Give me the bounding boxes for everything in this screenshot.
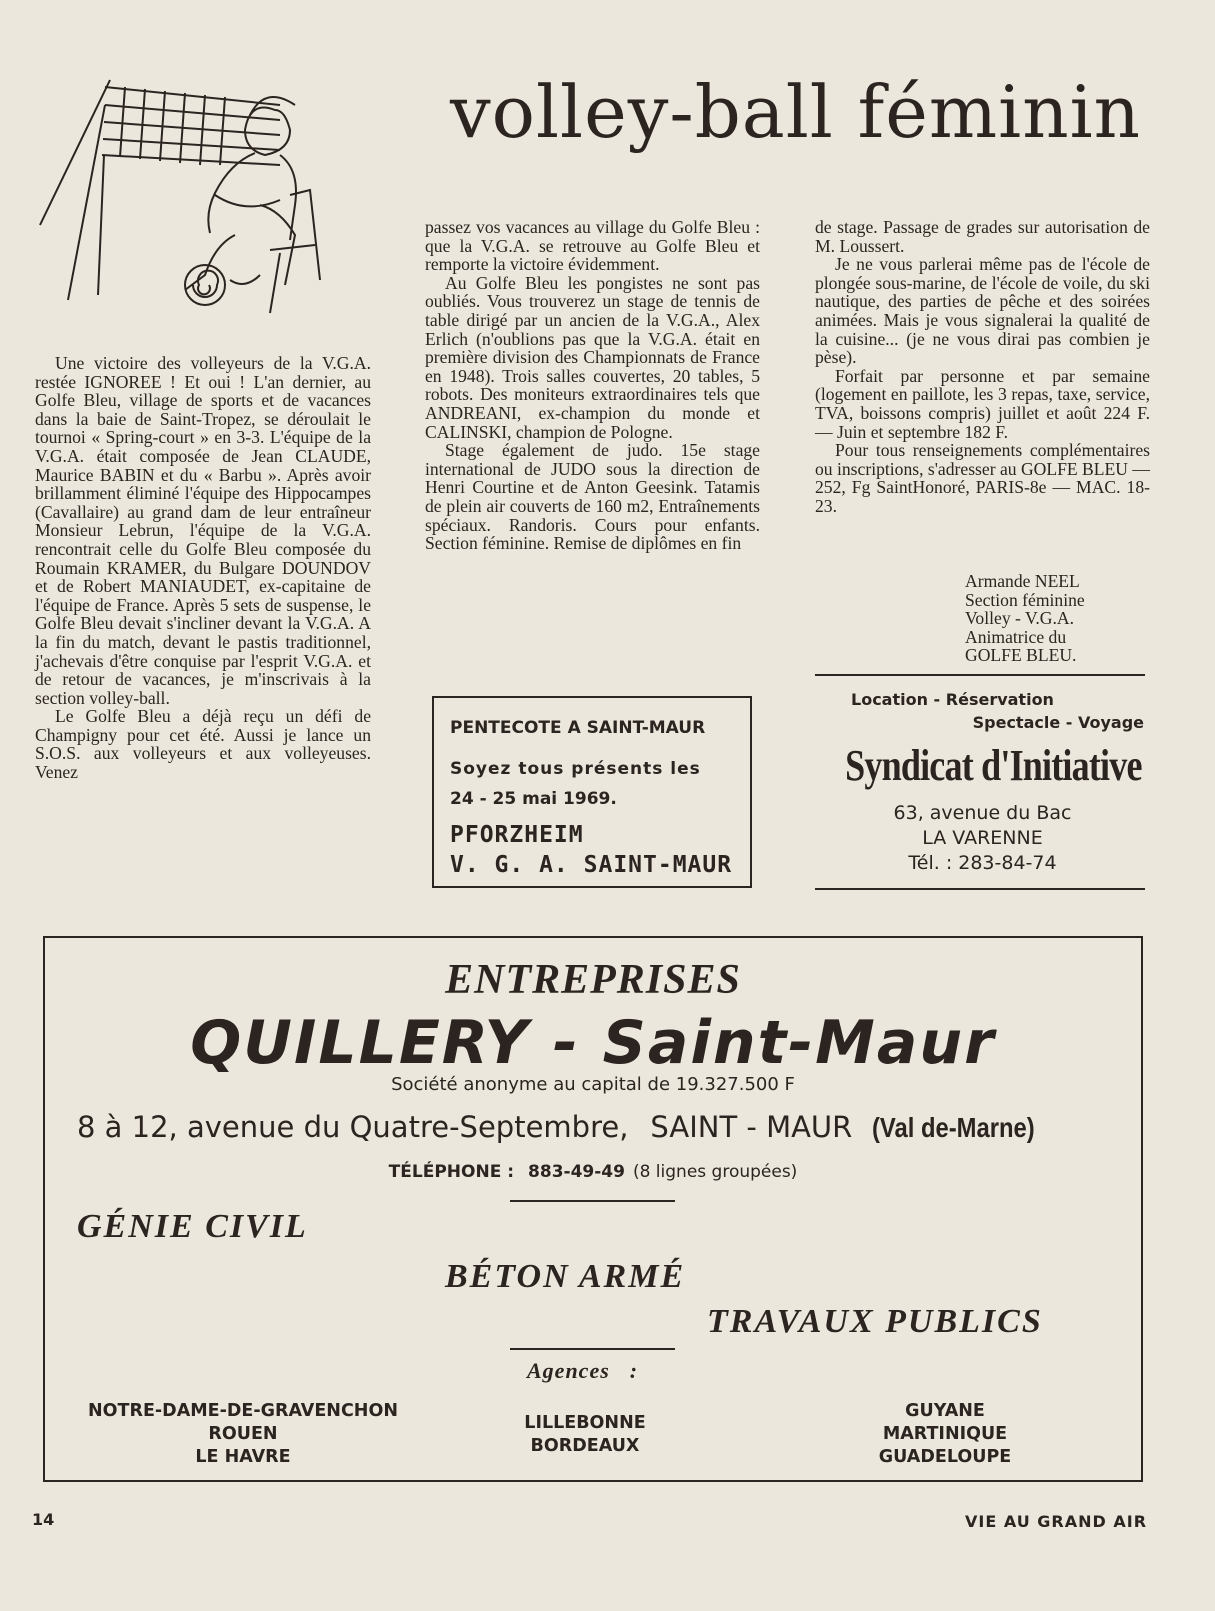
syndicat-address: 63, avenue du Bac — [893, 802, 1072, 824]
agence-city: BORDEAUX — [530, 1436, 640, 1456]
syndicat-name: Syndicat d'Initiative — [845, 741, 1142, 790]
signature-line: Volley - V.G.A. — [965, 608, 1074, 629]
quillery-advertisement — [43, 936, 1143, 1482]
agence-city: MARTINIQUE — [882, 1424, 1008, 1444]
quillery-agences-left — [77, 1400, 409, 1469]
agence-city: LILLEBONNE — [524, 1413, 646, 1433]
signature-line: Armande NEEL — [965, 571, 1080, 591]
agence-city: LE HAVRE — [195, 1447, 291, 1467]
quillery-phone-note: (8 lignes groupées) — [632, 1162, 798, 1182]
quillery-company-name: QUILLERY - Saint-Maur — [190, 1008, 996, 1078]
quillery-agences-label: Agences — [527, 1358, 610, 1383]
article-paragraph: Forfait par personne et par semaine (logement en paillote, les 3 repas, taxe, service, TVA, boissons compris) juillet et août 224 F. — Juin et septembre 182 F. — [815, 365, 1150, 442]
quillery-agences-center — [485, 1412, 685, 1458]
article-column-3 — [815, 218, 1150, 516]
agence-city: NOTRE-DAME-DE-GRAVENCHON — [88, 1401, 398, 1421]
volleyball-net-drawing — [40, 80, 320, 313]
syndicat-services-line-2: Spectacle - Voyage — [972, 713, 1144, 732]
agence-city: GUADELOUPE — [878, 1447, 1012, 1467]
author-signature — [965, 572, 1085, 665]
quillery-agences-right — [845, 1400, 1045, 1469]
volleyball-player-illustration — [30, 75, 330, 325]
divider-rule — [815, 888, 1145, 890]
pentecote-team-2: V. G. A. SAINT-MAUR — [450, 852, 733, 878]
syndicat-initiative-ad — [815, 690, 1150, 876]
syndicat-services-line-1: Location - Réservation — [851, 690, 1054, 709]
article-headline: volley-ball féminin — [450, 70, 1141, 154]
magazine-title: VIE AU GRAND AIR — [965, 1512, 1148, 1531]
pentecote-invitation — [450, 754, 734, 814]
quillery-phone-number: 883-49-49 — [528, 1162, 625, 1182]
article-paragraph: Au Golfe Bleu les pongistes ne sont pas oubliés. Vous trouverez un stage de tennis de table dirigé par un ancien de la V.G.A., Alex Erlich (n'oublions pas que la V.G.A. était en première division des Championnats de France en 1948). Trois salles couvertes, 20 tables, 5 robots. Des moniteurs extraordinaires tels que ANDREANI, ex-champion du monde et CALINSKI, champion de Pologne. — [425, 272, 760, 442]
quillery-capital-line: Société anonyme au capital de 19.327.500 F — [391, 1074, 795, 1095]
article-paragraph: passez vos vacances au village du Golfe Bleu : que la V.G.A. se retrouve au Golfe Bleu et remporte la victoire évidemment. — [425, 217, 760, 275]
article-paragraph: de stage. Passage de grades sur autorisation de M. Loussert. — [815, 217, 1150, 256]
quillery-phone — [45, 1162, 1141, 1182]
quillery-service-beton-arme: BÉTON ARMÉ — [445, 1258, 686, 1295]
article-paragraph: Je ne vous parlerai même pas de l'école de plongée sous-marine, de l'école de voile, du ski nautique, des parties de pêche et des soirées animées. Mais je vous signalerai la qualité de la cuisine... (je ne vous dirai pas combien je pèse). — [815, 254, 1150, 368]
agence-city: ROUEN — [208, 1424, 278, 1444]
article-paragraph: Une victoire des volleyeurs de la V.G.A. restée IGNOREE ! Et oui ! L'an dernier, au Golfe Bleu, village de sports et de vacances dans la baie de Saint-Tropez, se déroulait le tournoi « Spring-court » en 3-3. L'équipe de la V.G.A. était composée de Jean CLAUDE, Maurice BABIN et du « Barbu ». Après avoir brillamment éliminé l'équipe des Hippocampes (Cavallaire) au grand dam de leur entraîneur Monsieur Lebrun, l'équipe de la V.G.A. rencontrait celle du Golfe Bleu composée du Roumain KRAMER, du Bulgare DOUNDOV et de Robert MANIAUDET, ex-capitaine de l'équipe de France. Après 5 sets de suspense, le Golfe Bleu devait s'incliner devant la V.G.A. A la fin du match, devant le pastis traditionnel, j'achevais d'être conquise par l'esprit V.G.A. et de retour de vacances, je m'inscrivais à la section volley-ball. — [35, 353, 371, 708]
pentecote-announcement-box — [432, 696, 752, 888]
article-column-1 — [35, 354, 371, 782]
pentecote-match — [450, 820, 734, 880]
signature-line: Section féminine — [965, 589, 1085, 610]
syndicat-phone: Tél. : 283-84-74 — [908, 852, 1057, 874]
quillery-agences-colon: : — [629, 1358, 639, 1383]
pentecote-date: 24 - 25 mai 1969. — [450, 789, 617, 809]
signature-line: Animatrice du — [965, 626, 1067, 647]
syndicat-contact — [815, 801, 1150, 876]
quillery-agences-heading — [527, 1358, 638, 1384]
agence-city: GUYANE — [905, 1401, 985, 1421]
quillery-street: 8 à 12, avenue du Quatre-Septembre, — [77, 1110, 629, 1144]
quillery-divider — [510, 1348, 675, 1350]
pentecote-team-1: PFORZHEIM — [450, 822, 584, 848]
quillery-service-genie-civil: GÉNIE CIVIL — [77, 1208, 308, 1245]
quillery-department: (Val de-Marne) — [872, 1112, 1035, 1143]
article-column-2 — [425, 218, 760, 553]
syndicat-city: LA VARENNE — [922, 827, 1043, 849]
pentecote-title: PENTECOTE A SAINT-MAUR — [450, 718, 706, 738]
page-number: 14 — [32, 1510, 55, 1529]
article-paragraph: Stage également de judo. 15e stage international de JUDO sous la direction de Henri Courtine et de Anton Geesink. Tatamis de plein air couverts de 160 m2, Entraînements spéciaux. Randoris. Cours pour enfants. Section féminine. Remise de diplômes en fin — [425, 440, 760, 554]
quillery-city: SAINT - MAUR — [650, 1110, 853, 1144]
quillery-phone-label: TÉLÉPHONE : — [388, 1162, 515, 1182]
quillery-entreprises-heading: ENTREPRISES — [445, 957, 741, 1003]
pentecote-line: Soyez tous présents les — [450, 759, 701, 779]
signature-line: GOLFE BLEU. — [965, 645, 1077, 666]
quillery-divider — [510, 1200, 675, 1202]
quillery-service-travaux-publics: TRAVAUX PUBLICS — [707, 1303, 1043, 1340]
article-paragraph: Pour tous renseignements complémentaires ou inscriptions, s'adresser au GOLFE BLEU — 252, Fg SaintHonoré, PARIS-8e — MAC. 18-23. — [815, 440, 1150, 516]
divider-rule — [815, 674, 1145, 676]
quillery-address — [77, 1110, 1064, 1144]
article-paragraph: Le Golfe Bleu a déjà reçu un défi de Champigny pour cet été. Aussi je lance un S.O.S. aux volleyeurs et aux volleyeuses. Venez — [35, 706, 371, 783]
